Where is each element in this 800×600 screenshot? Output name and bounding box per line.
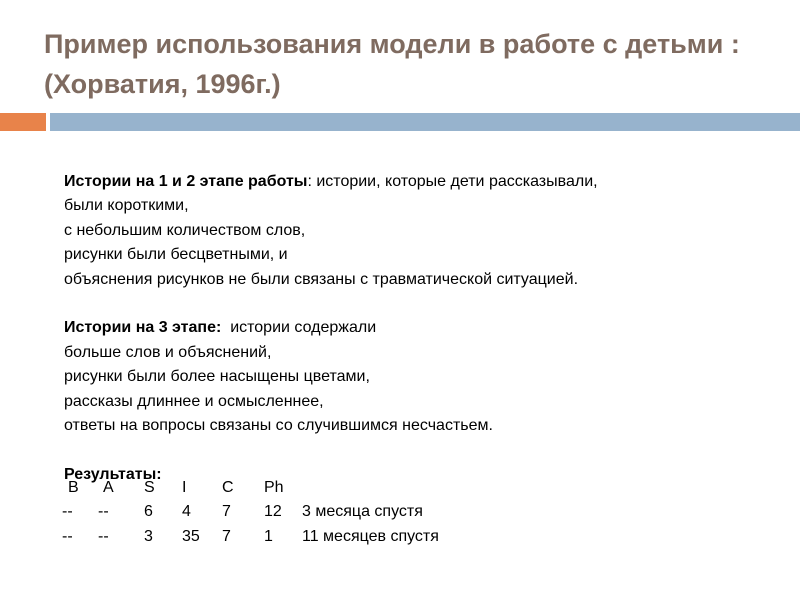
spacer	[64, 438, 784, 462]
cell-b: --	[62, 503, 73, 521]
stage12-intro-line	[64, 170, 784, 194]
column-header-ph: Ph	[264, 479, 284, 496]
cell-i: 35	[182, 527, 200, 545]
cell-ph: 12	[264, 503, 282, 521]
stage3-line: рассказы длиннее и осмысленнее,	[64, 392, 324, 410]
column-header-i: I	[182, 479, 187, 496]
cell-s: 3	[144, 527, 153, 545]
stage12-intro: : истории, которые дети рассказывали,	[307, 173, 598, 190]
cell-period: 3 месяца спустя	[302, 503, 423, 521]
cell-ph: 1	[264, 527, 273, 545]
stage3-heading: Истории на 3 этапе:	[64, 319, 222, 337]
stage12-line: были короткими,	[64, 197, 189, 215]
cell-i: 4	[182, 503, 191, 521]
column-header-s: S	[144, 479, 155, 496]
accent-bar	[0, 113, 46, 131]
stage3-line: ответы на вопросы связаны со случившимся несчастьем.	[64, 417, 493, 435]
stage12-line: объяснения рисунков не были связаны с травматической ситуацией.	[64, 270, 579, 288]
cell-a: --	[98, 527, 109, 545]
spacer	[64, 292, 784, 316]
divider-bar	[50, 113, 800, 131]
cell-period: 11 месяцев спустя	[302, 527, 439, 545]
cell-c: 7	[222, 527, 231, 545]
results-heading: Результаты:	[64, 465, 162, 483]
cell-b: --	[62, 527, 73, 545]
slide-body	[64, 170, 784, 487]
stage3-intro: истории содержали	[221, 319, 377, 337]
slide-title: Пример использования модели в работе с детьми : (Хорватия, 1996г.)	[44, 29, 740, 99]
stage12-line: с небольшим количеством слов,	[64, 221, 306, 239]
stage3-intro-line	[64, 316, 784, 340]
results-heading-line	[64, 463, 784, 487]
stage3-line: рисунки были более насыщены цветами,	[64, 368, 370, 386]
cell-c: 7	[222, 503, 231, 521]
column-header-b: B	[68, 479, 79, 496]
cell-s: 6	[144, 503, 153, 521]
stage3-line: больше слов и объяснений,	[64, 343, 272, 361]
column-header-a: A	[103, 479, 114, 496]
stage12-heading: Истории на 1 и 2 этапе работы	[64, 173, 308, 190]
cell-a: --	[98, 503, 109, 521]
column-header-c: C	[222, 479, 234, 496]
stage12-line: рисунки были бесцветными, и	[64, 246, 288, 264]
